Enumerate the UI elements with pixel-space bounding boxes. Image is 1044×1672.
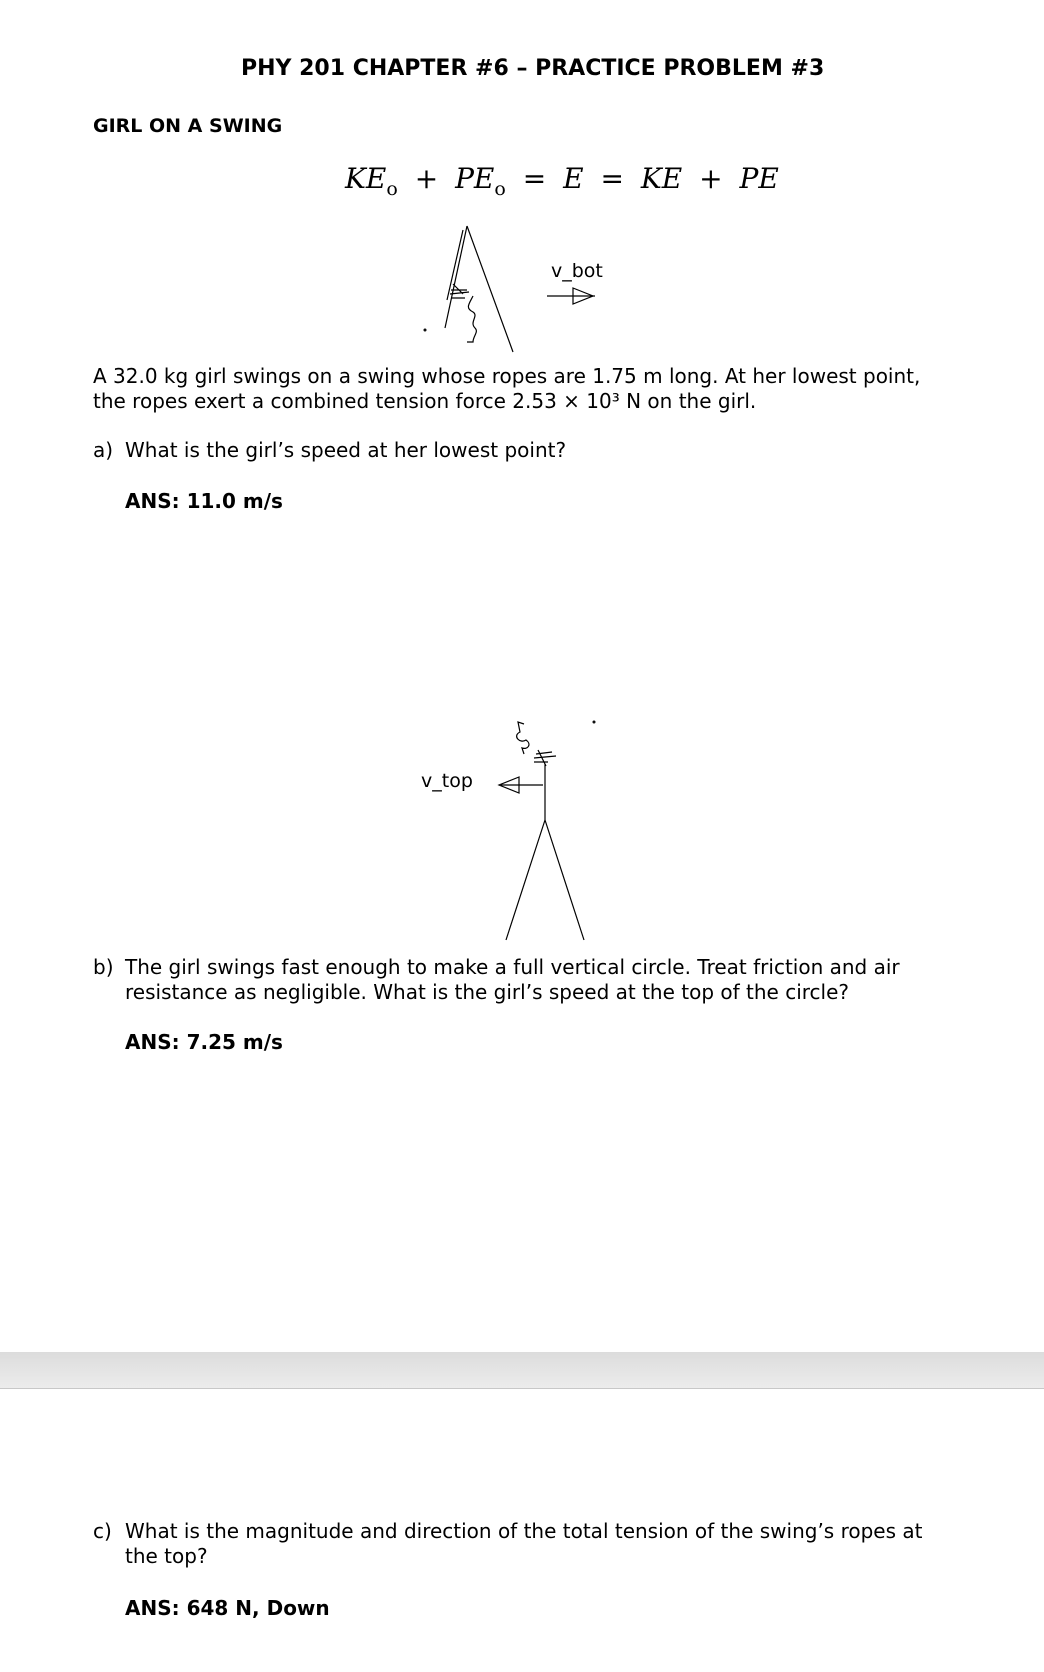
dot-mark — [424, 329, 426, 331]
part-c-answer: ANS: 648 N, Down — [125, 1596, 330, 1620]
eq-plus-2: + — [699, 162, 723, 195]
dot-mark-top — [593, 721, 595, 723]
page-break-divider — [0, 1352, 1044, 1389]
eq-ke0: KE — [345, 162, 387, 195]
girl-figure-top-scribble — [517, 722, 529, 754]
eq-equals-1: = — [522, 162, 547, 195]
part-a-marker: a) — [93, 438, 114, 462]
swing-seat-top-scribble — [534, 750, 556, 766]
v-top-label: v_top — [421, 770, 473, 792]
energy-equation — [345, 162, 779, 200]
eq-ke: KE — [640, 162, 683, 195]
rope-right-lower-line — [545, 820, 584, 940]
rope-left-lower-line — [506, 820, 545, 940]
eq-sub-0b: o — [494, 178, 506, 200]
part-b-answer: ANS: 7.25 m/s — [125, 1030, 283, 1054]
rope-left-line — [445, 226, 467, 328]
rope-right-line — [467, 226, 513, 352]
eq-sub-0a: o — [386, 178, 398, 200]
eq-e: E — [563, 162, 584, 195]
page-title: PHY 201 CHAPTER #6 – PRACTICE PROBLEM #3 — [241, 56, 825, 81]
part-b-marker: b) — [93, 955, 114, 979]
part-c-question: What is the magnitude and direction of the total tension of the swing’s ropes at the top? — [125, 1519, 923, 1568]
eq-plus-1: + — [414, 162, 439, 195]
eq-pe: PE — [739, 162, 779, 195]
v-bot-label: v_bot — [551, 260, 603, 282]
problem-heading: GIRL ON A SWING — [93, 115, 283, 137]
eq-pe0: PE — [455, 162, 495, 195]
v-top-arrow-icon — [495, 772, 545, 798]
swing-top-sketch — [490, 710, 610, 950]
part-a-answer: ANS: 11.0 m/s — [125, 489, 283, 513]
eq-equals-2: = — [600, 162, 624, 195]
v-bot-arrow-icon — [543, 283, 603, 309]
part-b-question: The girl swings fast enough to make a full vertical circle. Treat friction and air resistance as negligible. What is the girl’s speed at the top of the circle? — [125, 955, 900, 1004]
problem-statement: A 32.0 kg girl swings on a swing whose ropes are 1.75 m long. At her lowest point, the ropes exert a combined tension force 2.53 × 10³ N on the girl. — [93, 364, 921, 413]
part-a-question: What is the girl’s speed at her lowest point? — [125, 438, 567, 462]
girl-figure-scribble — [467, 296, 476, 342]
part-c-marker: c) — [93, 1519, 112, 1543]
